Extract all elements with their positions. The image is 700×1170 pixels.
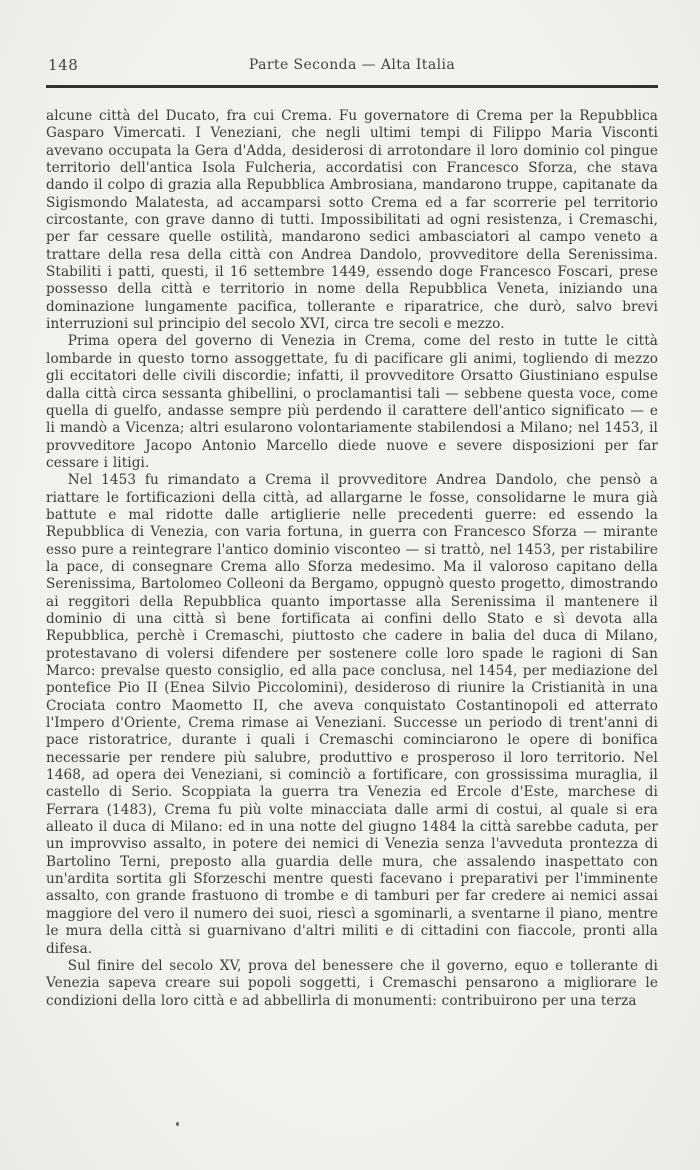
ink-speck	[176, 1122, 179, 1126]
paragraph: alcune città del Ducato, fra cui Crema. Fu governatore di Crema per la Repubblica Gasparo Vimercati. I Veneziani, che negli ultimi tempi di Filippo Maria Visconti avevano occupata la Gera d'Adda, desiderosi di arrotondare il loro dominio col pingue territorio dell'antica Isola Fulcheria, accordatisi con Francesco Sforza, che stava dando il colpo di grazia alla Repubblica Ambrosiana, mandarono truppe, capitanate da Sigismondo Malatesta, ad accamparsi sotto Crema ed a far scorrerie pel territorio circostante, con grave danno di tutti. Impossibilitati ad ogni resistenza, i Cremaschi, per far cessare quelle ostilità, mandarono sedici ambasciatori al campo veneto a trattare della resa della città con Andrea Dandolo, provveditore della Serenissima. Stabiliti i patti, questi, il 16 settembre 1449, essendo doge Francesco Foscari, prese possesso della città e territorio in nome della Repubblica Veneta, iniziando una dominazione lungamente pacifica, tollerante e riparatrice, che durò, salvo brevi interruzioni sul principio del secolo XVI, circa tre secoli e mezzo.	[46, 108, 658, 333]
paragraph: Nel 1453 fu rimandato a Crema il provveditore Andrea Dandolo, che pensò a riattare le fortificazioni della città, ad allargarne le fosse, consolidarne le mura già battute e mal ridotte dalle artiglierie nelle precedenti guerre: ed essendo la Repubblica di Venezia, con varia fortuna, in guerra con Francesco Sforza — mirante esso pure a reintegrare l'antico dominio visconteo — si trattò, nel 1453, per ristabilire la pace, di consegnare Crema allo Sforza medesimo. Ma il valoroso capitano della Serenissima, Bartolomeo Colleoni da Bergamo, oppugnò questo progetto, dimostrando ai reggitori della Repubblica quanto importasse alla Serenissima il mantenere il dominio di una città sì bene fortificata ai confini dello Stato e sì devota alla Repubblica, perchè i Cremaschi, piuttosto che cadere in balia del duca di Milano, protestavano di volersi difendere per sostenere colle loro spade le ragioni di San Marco: prevalse questo consiglio, ed alla pace conclusa, nel 1454, per mediazione del pontefice Pio II (Enea Silvio Piccolomini), desideroso di riunire la Cristianità in una Crociata contro Maometto II, che aveva conquistato Costantinopoli ed atterrato l'Impero d'Oriente, Crema rimase ai Veneziani. Successe un periodo di trent'anni di pace ristoratrice, durante i quali i Cremaschi cominciarono le opere di bonifica necessarie per rendere più salubre, produttivo e prosperoso il loro territorio. Nel 1468, ad opera dei Veneziani, si cominciò a fortificare, con grossissima muraglia, il castello di Serio. Scoppiata la guerra tra Venezia ed Ercole d'Este, marchese di Ferrara (1483), Crema fu più volte minacciata dalle armi di costui, al quale si era alleato il duca di Milano: ed in una notte del giugno 1484 la città sarebbe caduta, per un improvviso assalto, in potere dei nemici di Venezia senza l'avveduta prontezza di Bartolino Terni, preposto alla guardia delle mura, che assalendo inaspettato con un'ardita sortita gli Sforzeschi mentre questi facevano i preparativi per l'imminente assalto, con grande frastuono di trombe e di tamburi per far credere ai nemici assai maggiore del vero il numero dei suoi, riescì a sgominarli, a sventarne il piano, mentre le mura della città si guarnivano d'altri militi e di cittadini con fiaccole, pronti alla difesa.	[46, 472, 658, 957]
paragraph: Sul finire del secolo XV, prova del benessere che il governo, equo e tollerante di Venezia sapeva creare sui popoli soggetti, i Cremaschi pensarono a migliorare le condizioni della loro città e ad abbellirla di monumenti: contribuirono per una terza	[46, 957, 658, 1009]
header-title: Parte Seconda — Alta Italia	[248, 57, 456, 73]
header-divider-rule	[46, 85, 658, 88]
paragraph: Prima opera del governo di Venezia in Crema, come del resto in tutte le città lombarde in questo torno assoggettate, fu di pacificare gli animi, togliendo di mezzo gli eccitatori delle civili discordie; infatti, il provveditore Orsatto Giustiniano espulse dalla città circa sessanta ghibellini, o proclamantisi tali — sebbene questa voce, come quella di guelfo, andasse sempre più perdendo il carattere dell'antico significato — e li mandò a Vicenza; altri esularono volontariamente stabilendosi a Milano; nel 1453, il provveditore Jacopo Antonio Marcello diede nuove e severe disposizioni per far cessare i litigi.	[46, 333, 658, 471]
body-text	[46, 108, 658, 1010]
page-number: 148	[48, 56, 79, 74]
running-header	[46, 56, 658, 76]
